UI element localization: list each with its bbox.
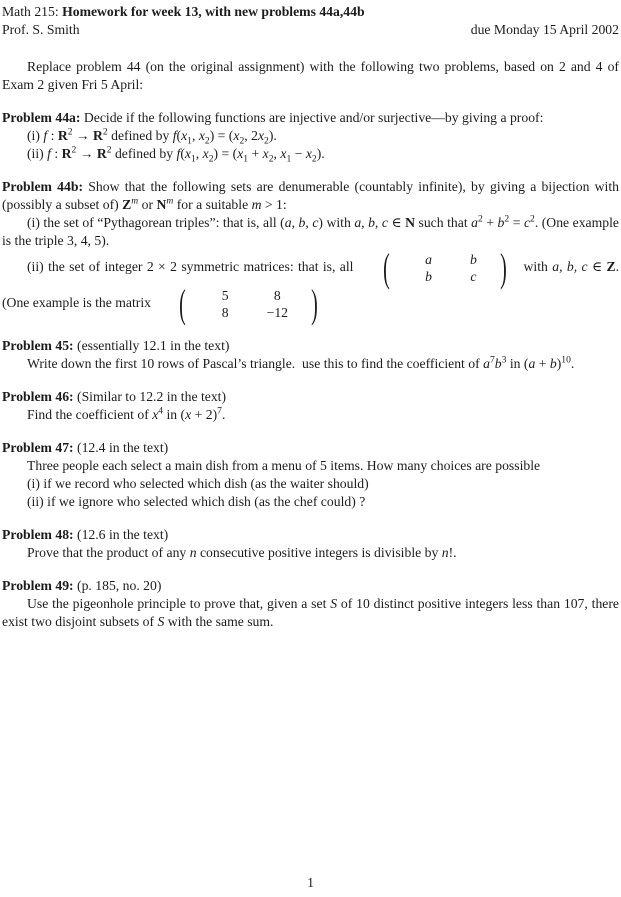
problem-45-heading: Problem 45: (essentially 12.1 in the text): [2, 338, 230, 353]
problem-45-body: Write down the first 10 rows of Pascal’s triangle. use this to find the coefficient of $a^7b^3$ in $(a + b)^{10}$.: [27, 354, 575, 371]
matrix-left-paren: (: [179, 281, 187, 326]
header-byline: [2, 21, 619, 39]
matrix-cells: [400, 251, 477, 285]
problem-46: [2, 388, 619, 424]
problem-46-body: Find the coefficient of $x^4$ in $(x + 2)^7$.: [27, 405, 226, 422]
problem-47-item-ii: (ii) if we ignore who selected which dish (as the chef could) ?: [27, 494, 366, 509]
matrix-cell: c: [470, 269, 477, 284]
problem-44a-heading: Problem 44a: Decide if the following functions are injective and/or surjective—by giving a proof:: [2, 110, 544, 125]
problem-45: [2, 337, 619, 373]
problem-46-heading: Problem 46: (Similar to 12.2 in the text): [2, 389, 227, 404]
professor-name: Prof. S. Smith: [2, 22, 80, 37]
problem-44b-part-ii-text: (ii) the set of integer 2 × 2 symmetric matrices: that is, all: [27, 259, 358, 275]
course-label: Math 215:: [2, 4, 63, 19]
header: [2, 3, 619, 39]
homework-title: Homework for week 13, with new problems 44a,44b: [62, 4, 365, 19]
matrix-right-paren: ): [499, 245, 507, 290]
problem-44b-part-ii: [2, 245, 619, 326]
matrix-cell: b: [425, 269, 433, 284]
matrix-cell: a: [425, 252, 433, 267]
problem-49: [2, 577, 619, 631]
page-number: 1: [307, 875, 314, 890]
problem-44b: [2, 178, 619, 326]
problem-44b-part-ii-text-continued: with a, b, c ∈ Z. (One example is the matrix: [2, 259, 619, 311]
matrix-cell: 8: [273, 288, 281, 303]
header-title-line: [2, 3, 619, 21]
matrix-symbolic: [361, 245, 516, 290]
problem-49-heading: Problem 49: (p. 185, no. 20): [2, 578, 162, 593]
problem-48: [2, 526, 619, 562]
problem-44a-item-i: (i) f : $R^2 \to R^2$ defined by $f(x_1$, $x_2) = (x_2$, $2x_2$).: [27, 126, 277, 147]
problem-47: [2, 439, 619, 511]
problem-44b-part-i: (i) the set of “Pythagorean triples”: that is, all (a, b, c) with a, b, c ∈ N such that $a^2 + b^2 = c^2$. (One example is the triple 3, 4, 5).: [2, 213, 619, 248]
matrix-left-paren: (: [382, 245, 390, 290]
due-date: due Monday 15 April 2002: [470, 22, 619, 37]
problem-44a: [2, 109, 619, 163]
problem-44a-item-ii: (ii) f : $R^2 \to R^2$ defined by $f(x_1$, $x_2) = (x_1 + x_2$, $x_1 - x_2$).: [27, 144, 325, 165]
matrix-cell: 5: [221, 288, 229, 303]
matrix-example: [157, 281, 327, 326]
matrix-cells: [197, 287, 288, 321]
problem-44b-heading: Problem 44b: Show that the following sets are denumerable (countably infinite), by giving a bijection with (possibly a subset of) $Z^m$ or $N^m$ for a suitable m > 1:: [2, 179, 619, 212]
problem-48-heading: Problem 48: (12.6 in the text): [2, 527, 169, 542]
matrix-cell: −12: [266, 305, 289, 320]
matrix-cell: b: [470, 252, 477, 267]
intro-paragraph: Replace problem 44 (on the original assignment) with the following two problems, based on 2 and 4 of Exam 2 given Fri 5 April:: [2, 59, 619, 92]
problem-47-body: Three people each select a main dish from a menu of 5 items. How many choices are possible: [27, 458, 541, 473]
problem-47-heading: Problem 47: (12.4 in the text): [2, 440, 169, 455]
matrix-cell: 8: [221, 305, 229, 320]
matrix-right-paren: ): [311, 281, 318, 326]
problem-49-body: Use the pigeonhole principle to prove that, given a set S of 10 distinct positive integers less than 107, there exist two disjoint subsets of S with the same sum.: [2, 596, 620, 629]
problem-48-body: Prove that the product of any n consecutive positive integers is divisible by n!.: [27, 545, 457, 560]
problem-47-item-i: (i) if we record who selected which dish (as the waiter should): [27, 476, 369, 491]
